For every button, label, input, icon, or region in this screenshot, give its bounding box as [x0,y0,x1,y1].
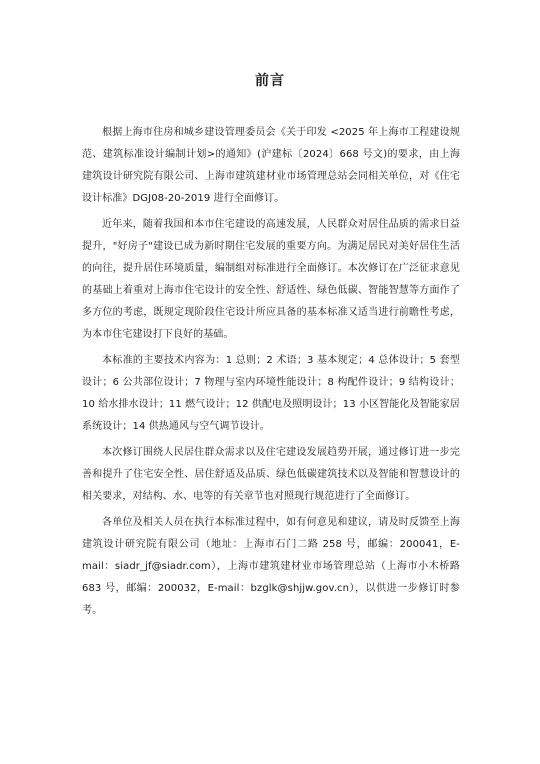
preface-body [82,122,460,626]
paragraph-revision-basis: 根据上海市住房和城乡建设管理委员会《关于印发 <2025 年上海市工程建设规范、建筑标准设计编制计划>的通知》(沪建标〔2024〕668 号文)的要求，由上海建筑设计研究院有限公司、上海市建筑建材业市场管理总站会同相关单位，对《住宅设计标准》DGJ08-20-2019 进行全面修订。 [82,127,460,204]
paragraph-revision-summary: 本次修订围绕人民居住群众需求以及住宅建设发展趋势开展，通过修订进一步完善和提升了住宅安全性、居住舒适及品质、绿色低碳建筑技术以及智能和智慧设计的相关要求，对结构、水、电等的有关章节也对照现行规范进行了全面修订。 [82,447,460,502]
paragraph-background: 近年来，随着我国和本市住宅建设的高速发展，人民群众对居住品质的需求日益提升，"好房子"建设已成为新时期住宅发展的重要方向。为满足居民对美好居住生活的向往，提升居住环境质量，编制组对标准进行全面修订。本次修订在广泛征求意见的基础上着重对上海市住宅设计的安全性、舒适性、绿色低碳、智能智慧等方面作了多方位的考虑，既规定现阶段住宅设计所应具备的基本标准又适当进行前瞻性考虑，为本市住宅建设打下良好的基础。 [82,219,460,340]
page-title: 前言 [255,73,285,89]
paragraph-technical-contents: 本标准的主要技术内容为：1 总则；2 术语；3 基本规定；4 总体设计；5 套型设计；6 公共部位设计；7 物理与室内环境性能设计；8 构配件设计；9 结构设计；10 给水排水设计；11 燃气设计；12 供配电及照明设计；13 小区智能化及智能家居系统设计；14 供热通风与空气调节设计。 [82,355,460,432]
paragraph-feedback-contact: 各单位及相关人员在执行本标准过程中，如有何意见和建议，请及时反馈至上海建筑设计研究院有限公司（地址：上海市石门二路 258 号，邮编：200041，E-mail：siadr_jf@siadr.com），上海市建筑建材业市场管理总站（上海市小木桥路 683 号，邮编：200032，E-mail：bzglk@shjjw.gov.cn），以供进一步修订时参考。 [82,517,460,616]
